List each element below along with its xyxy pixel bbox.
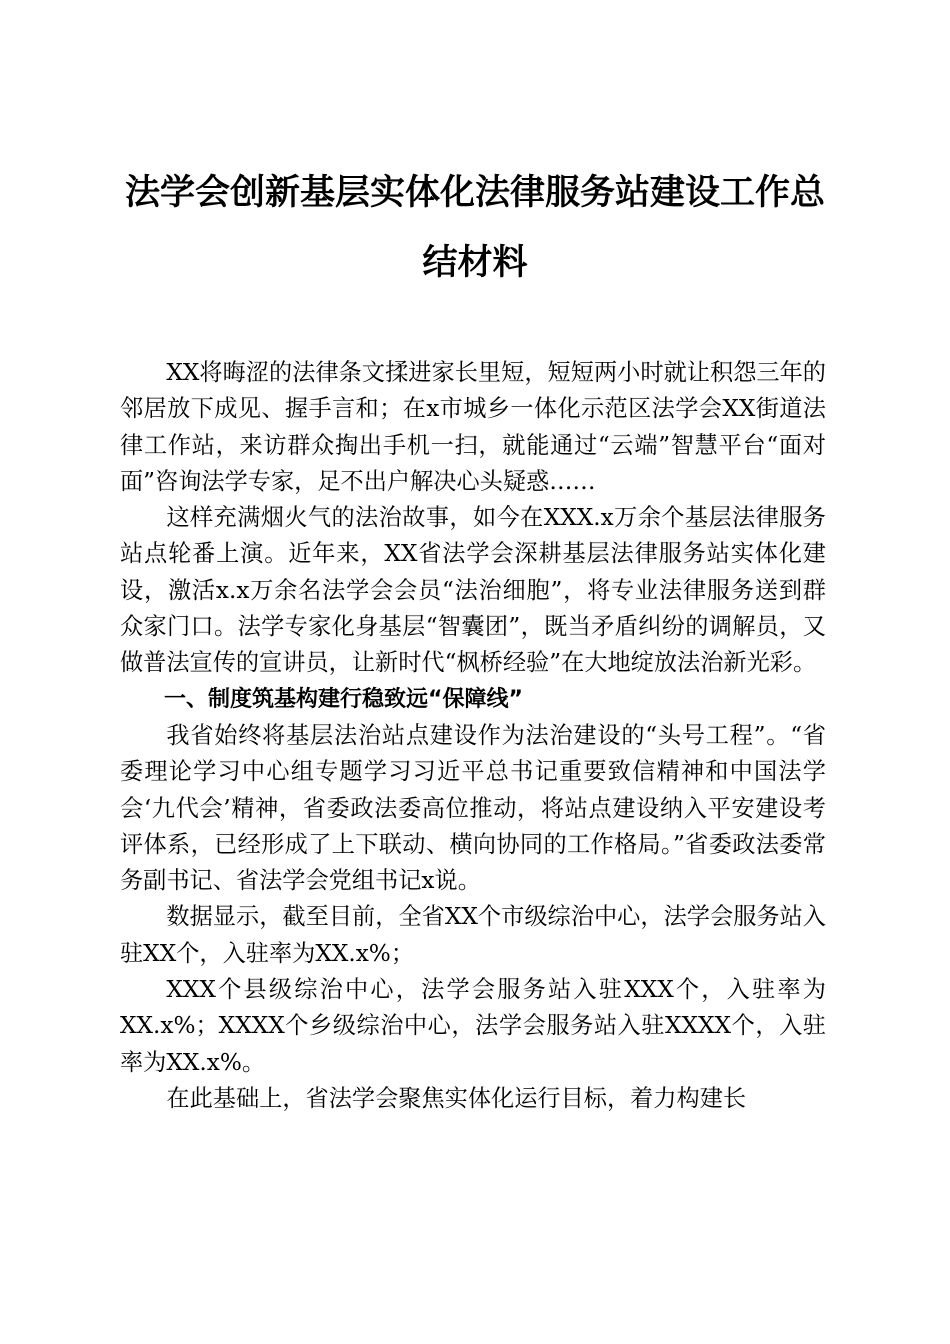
document-body	[120, 355, 826, 1117]
body-paragraph: 我省始终将基层法治站点建设作为法治建设的“头号工程”。“省委理论学习中心组专题学习习近平总书记重要致信精神和中国法学会‘九代会’精神，省委政法委高位推动，将站点建设纳入平安建设考评体系，已经形成了上下联动、横向协同的工作格局。”省委政法委常务副书记、省法学会党组书记x说。	[120, 721, 826, 895]
document-title-line-2: 结材料	[422, 242, 528, 283]
body-paragraph: XX将晦涩的法律条文揉进家长里短，短短两小时就让积怨三年的邻居放下成见、握手言和；在x市城乡一体化示范区法学会XX街道法律工作站，来访群众掏出手机一扫，就能通过“云端”智慧平台“面对面”咨询法学专家，足不出户解决心头疑惑……	[120, 359, 826, 495]
body-paragraph: XXX个县级综治中心，法学会服务站入驻XXX个，入驻率为XX.x%；XXXX个乡级综治中心，法学会服务站入驻XXXX个，入驻率为XX.x%。	[120, 976, 826, 1076]
body-paragraph: 在此基础上，省法学会聚焦实体化运行目标，着力构建长	[166, 1084, 747, 1112]
document-title-line-1: 法学会创新基层实体化法律服务站建设工作总	[124, 172, 825, 213]
body-paragraph: 数据显示，截至目前，全省XX个市级综治中心，法学会服务站入驻XX个，入驻率为XX.x%；	[120, 903, 826, 967]
section-heading: 一、制度筑基构建行稳致远“保障线”	[164, 686, 523, 712]
body-paragraph: 这样充满烟火气的法治故事，如今在XXX.x万余个基层法律服务站点轮番上演。近年来，XX省法学会深耕基层法律服务站实体化建设，激活x.x万余名法学会会员“法治细胞”，将专业法律服务送到群众家门口。法学专家化身基层“智囊团”，既当矛盾纠纷的调解员，又做普法宣传的宣讲员，让新时代“枫桥经验”在大地绽放法治新光彩。	[120, 504, 826, 677]
